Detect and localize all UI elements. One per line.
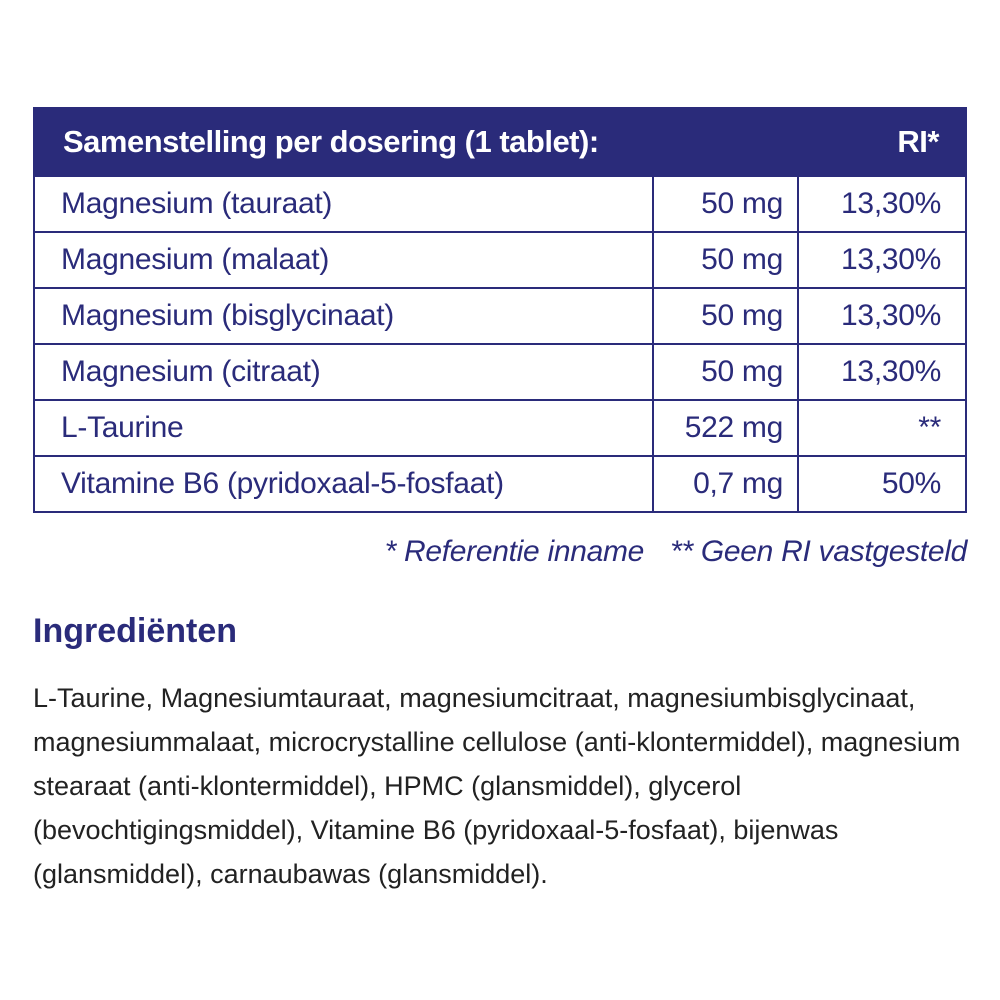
footnote-ri: * Referentie inname xyxy=(384,535,645,568)
row-amount: 50 mg xyxy=(652,289,797,343)
table-header-title: Samenstelling per dosering (1 tablet): xyxy=(63,124,599,159)
row-name: L-Taurine xyxy=(61,411,184,444)
footnote-no-ri: ** Geen RI vastgesteld xyxy=(670,535,967,568)
table-row xyxy=(35,231,965,287)
composition-table xyxy=(33,107,967,513)
row-name: Magnesium (malaat) xyxy=(61,243,330,276)
table-row xyxy=(35,399,965,455)
row-amount: 50 mg xyxy=(652,177,797,231)
table-row xyxy=(35,455,965,511)
row-name: Magnesium (bisglycinaat) xyxy=(61,299,394,332)
table-row xyxy=(35,175,965,231)
row-ri: 13,30% xyxy=(797,289,965,343)
table-row xyxy=(35,287,965,343)
row-ri: 13,30% xyxy=(797,177,965,231)
row-ri: ** xyxy=(797,401,965,455)
table-footnote xyxy=(385,535,967,569)
ingredients-title: Ingrediënten xyxy=(33,612,238,650)
ingredients-text: L-Taurine, Magnesiumtauraat, magnesiumcitraat, magnesiumbisglycinaat, magnesiummalaat, microcrystalline cellulose (anti-klontermiddel), magnesium stearaat (anti-klontermiddel), HPMC (glansmiddel), glycerol (bevochtigingsmiddel), Vitamine B6 (pyridoxaal-5-fosfaat), bijenwas (glansmiddel), carnaubawas (glansmiddel). xyxy=(33,683,961,889)
row-name: Magnesium (citraat) xyxy=(61,355,321,388)
table-header xyxy=(35,109,965,175)
row-amount: 0,7 mg xyxy=(652,457,797,511)
row-ri: 13,30% xyxy=(797,345,965,399)
table-row xyxy=(35,343,965,399)
row-ri: 50% xyxy=(797,457,965,511)
row-amount: 50 mg xyxy=(652,233,797,287)
row-amount: 50 mg xyxy=(652,345,797,399)
row-name: Magnesium (tauraat) xyxy=(61,187,333,220)
row-ri: 13,30% xyxy=(797,233,965,287)
row-name: Vitamine B6 (pyridoxaal-5-fosfaat) xyxy=(61,467,504,500)
row-amount: 522 mg xyxy=(652,401,797,455)
table-header-ri: RI* xyxy=(897,124,939,159)
